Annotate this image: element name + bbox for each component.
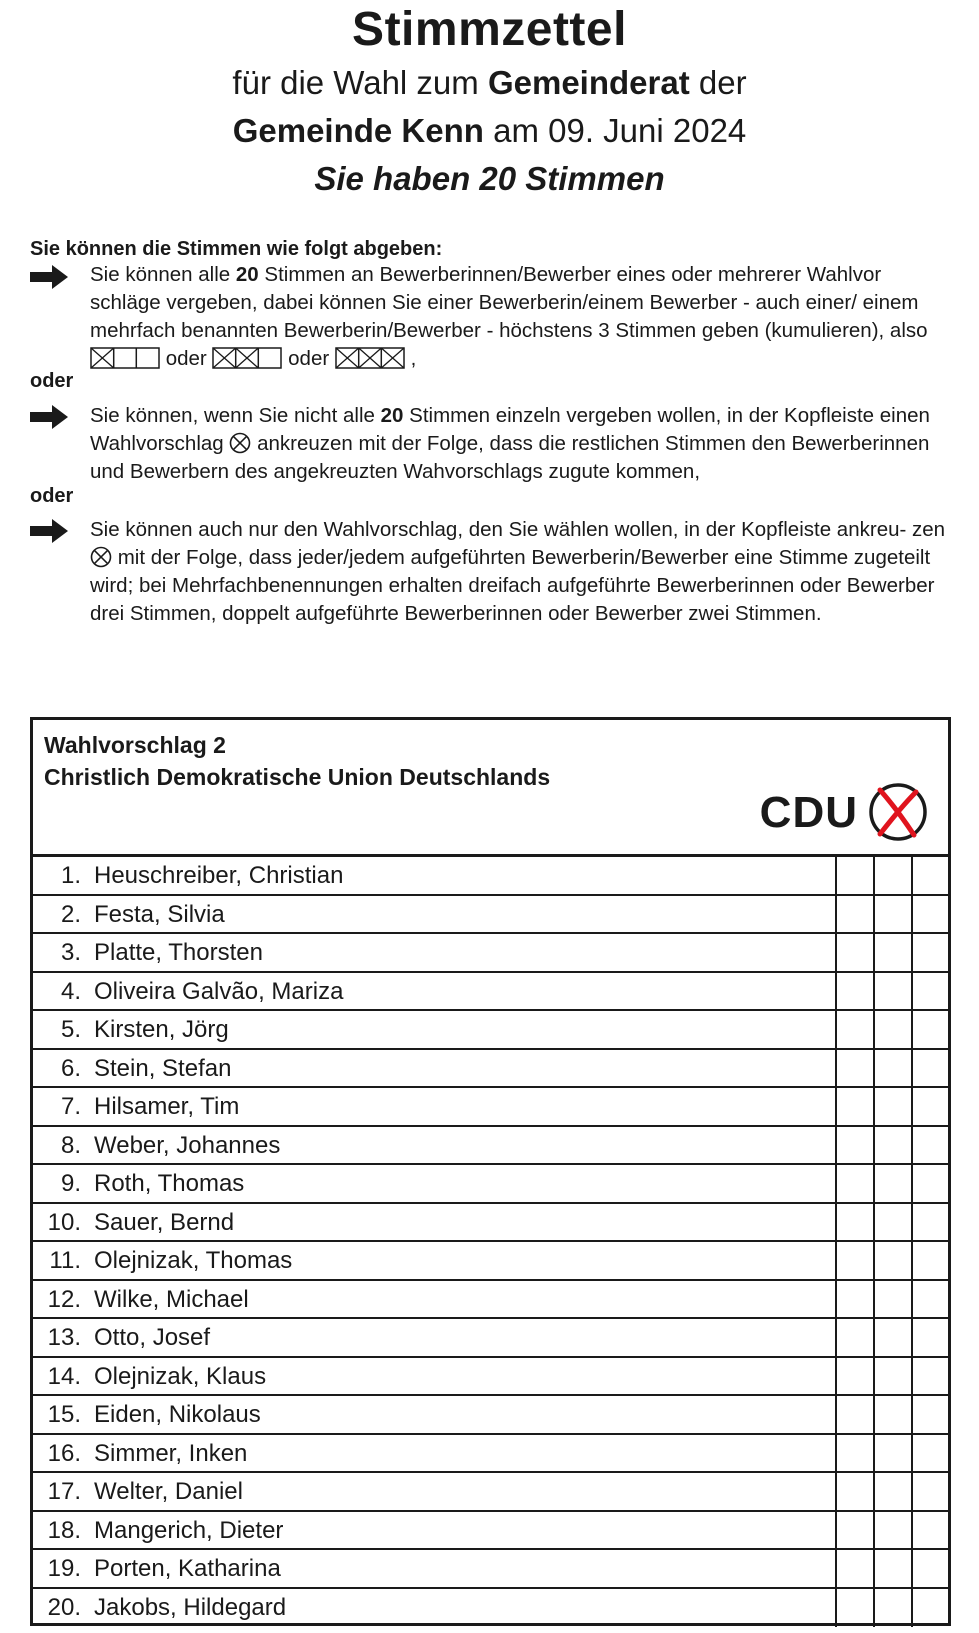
vote-box-3[interactable] bbox=[911, 896, 948, 933]
candidate-number: 19. bbox=[47, 1555, 81, 1582]
vote-box-1[interactable] bbox=[835, 1011, 872, 1048]
or-label: oder bbox=[30, 370, 74, 392]
vote-box-3[interactable] bbox=[911, 1589, 948, 1628]
vote-box-2[interactable] bbox=[873, 896, 910, 933]
candidate-name: Roth, Thomas bbox=[94, 1170, 245, 1197]
vote-box-2[interactable] bbox=[873, 1396, 910, 1433]
vote-box-2[interactable] bbox=[873, 1319, 910, 1356]
vote-box-2[interactable] bbox=[873, 1011, 910, 1048]
candidate-row bbox=[33, 1396, 948, 1435]
candidate-row bbox=[33, 1204, 948, 1243]
instruction-option-1: Sie können alle 20 Stimmen an Bewerberinnen/Bewerber eines oder mehrerer Wahlvor schläge vergeben, dabei können Sie einer Bewerberin/einem Bewerber - auch einer/ einem mehrfach benannten Bewerberin/Bewerber - höchstens 3 Stimmen geben (kumulieren), also oder oder , bbox=[90, 263, 928, 370]
candidate-row bbox=[33, 1435, 948, 1474]
candidate-number: 12. bbox=[47, 1285, 81, 1313]
vote-box-3[interactable] bbox=[911, 857, 948, 894]
candidate-row bbox=[33, 1358, 948, 1397]
vote-box-3[interactable] bbox=[911, 1473, 948, 1510]
candidate-row bbox=[33, 1242, 948, 1281]
candidate-name: Hilsamer, Tim bbox=[94, 1093, 240, 1120]
vote-box-3[interactable] bbox=[911, 1165, 948, 1202]
candidate-row bbox=[33, 1319, 948, 1358]
vote-box-3[interactable] bbox=[911, 1358, 948, 1395]
candidate-name: Stein, Stefan bbox=[94, 1054, 232, 1082]
candidate-name: Otto, Josef bbox=[94, 1324, 211, 1351]
vote-box-3[interactable] bbox=[911, 1242, 948, 1279]
vote-box-2[interactable] bbox=[873, 1165, 910, 1202]
example-one-cross-icon bbox=[90, 347, 160, 369]
candidate-name: Festa, Silvia bbox=[94, 900, 225, 928]
election-line-pre: für die Wahl zum bbox=[232, 64, 479, 101]
example-three-crosses-icon bbox=[335, 347, 405, 369]
vote-box-3[interactable] bbox=[911, 1319, 948, 1356]
candidate-name: Platte, Thorsten bbox=[94, 939, 263, 966]
vote-box-1[interactable] bbox=[835, 1204, 872, 1241]
vote-box-3[interactable] bbox=[911, 973, 948, 1010]
vote-box-2[interactable] bbox=[873, 1088, 910, 1125]
instructions-intro: Sie können die Stimmen wie folgt abgeben: bbox=[30, 238, 443, 260]
vote-box-3[interactable] bbox=[911, 1127, 948, 1164]
candidate-number: 10. bbox=[47, 1208, 81, 1236]
candidate-row bbox=[33, 1589, 948, 1628]
candidate-row bbox=[33, 1011, 948, 1050]
candidate-number: 7. bbox=[60, 1093, 81, 1120]
candidate-row bbox=[33, 896, 948, 935]
municipality-name: Gemeinde Kenn bbox=[232, 112, 484, 149]
candidate-name: Jakobs, Hildegard bbox=[94, 1593, 287, 1621]
candidate-row bbox=[33, 1088, 948, 1127]
candidate-row bbox=[33, 857, 948, 896]
candidate-name: Sauer, Bernd bbox=[94, 1208, 235, 1236]
vote-box-1[interactable] bbox=[835, 1396, 872, 1433]
vote-box-1[interactable] bbox=[835, 1281, 872, 1318]
candidate-row bbox=[33, 1050, 948, 1089]
candidate-row bbox=[33, 1281, 948, 1320]
circle-cross-icon bbox=[229, 432, 251, 454]
candidate-row bbox=[33, 1512, 948, 1551]
circle-cross-icon bbox=[90, 546, 112, 568]
vote-box-2[interactable] bbox=[873, 1050, 910, 1087]
vote-box-1[interactable] bbox=[835, 1127, 872, 1164]
vote-box-3[interactable] bbox=[911, 1050, 948, 1087]
candidate-number: 15. bbox=[47, 1401, 81, 1428]
ballot-title: Stimmzettel bbox=[352, 3, 627, 56]
red-cross-mark-icon bbox=[880, 790, 916, 835]
vote-box-1[interactable] bbox=[835, 1473, 872, 1510]
vote-box-1[interactable] bbox=[835, 857, 872, 894]
vote-box-1[interactable] bbox=[835, 1319, 872, 1356]
candidate-row bbox=[33, 1550, 948, 1589]
candidate-name: Porten, Katharina bbox=[94, 1555, 281, 1582]
candidate-number: 3. bbox=[60, 939, 81, 966]
vote-box-3[interactable] bbox=[911, 1512, 948, 1549]
vote-box-2[interactable] bbox=[873, 934, 910, 971]
vote-box-3[interactable] bbox=[911, 1281, 948, 1318]
vote-box-3[interactable] bbox=[911, 1550, 948, 1587]
candidate-row bbox=[33, 1473, 948, 1512]
candidate-number: 17. bbox=[47, 1478, 81, 1505]
vote-box-1[interactable] bbox=[835, 896, 872, 933]
vote-box-1[interactable] bbox=[835, 1435, 872, 1472]
vote-box-2[interactable] bbox=[873, 1473, 910, 1510]
election-body: Gemeinderat bbox=[487, 64, 690, 101]
candidate-number: 13. bbox=[47, 1324, 81, 1351]
candidate-name: Oliveira Galvão, Mariza bbox=[94, 977, 344, 1005]
vote-box-1[interactable] bbox=[835, 1550, 872, 1587]
candidate-number: 2. bbox=[60, 900, 81, 928]
vote-box-2[interactable] bbox=[873, 1550, 910, 1587]
vote-box-2[interactable] bbox=[873, 1281, 910, 1318]
votes-note: Sie haben 20 Stimmen bbox=[314, 160, 665, 197]
arrow-right-icon bbox=[30, 518, 70, 544]
vote-box-1[interactable] bbox=[835, 1358, 872, 1395]
candidate-name: Kirsten, Jörg bbox=[94, 1016, 229, 1043]
candidate-row bbox=[33, 973, 948, 1012]
instruction-option-2: Sie können, wenn Sie nicht alle 20 Stimmen einzeln vergeben wollen, in der Kopfleiste einen Wahlvorschlag ankreuzen mit der Folge, dass die restlichen Stimmen den Bewerberinnen und Bewerbern des angekreuzten Wahvorschlags zugute kommen, bbox=[90, 404, 930, 483]
candidate-row bbox=[33, 1165, 948, 1204]
vote-box-2[interactable] bbox=[873, 1358, 910, 1395]
example-two-crosses-icon bbox=[212, 347, 282, 369]
candidate-row bbox=[33, 934, 948, 973]
ballot-list bbox=[30, 717, 951, 1626]
candidate-name: Simmer, Inken bbox=[94, 1439, 248, 1467]
candidate-name: Olejnizak, Klaus bbox=[94, 1362, 267, 1390]
candidate-number: 16. bbox=[47, 1439, 81, 1467]
candidate-rows bbox=[33, 857, 948, 1627]
vote-box-2[interactable] bbox=[873, 1204, 910, 1241]
election-line-post: der bbox=[698, 64, 747, 101]
arrow-right-icon bbox=[30, 264, 70, 290]
candidate-name: Weber, Johannes bbox=[94, 1131, 281, 1159]
vote-box-2[interactable] bbox=[873, 1127, 910, 1164]
vote-box-1[interactable] bbox=[835, 1165, 872, 1202]
ballot-list-header bbox=[33, 720, 948, 857]
vote-box-1[interactable] bbox=[835, 934, 872, 971]
vote-box-3[interactable] bbox=[911, 934, 948, 971]
municipality-line bbox=[0, 112, 979, 150]
candidate-number: 20. bbox=[47, 1593, 81, 1621]
or-label: oder bbox=[30, 485, 74, 507]
candidate-name: Wilke, Michael bbox=[94, 1285, 249, 1313]
vote-box-2[interactable] bbox=[873, 1435, 910, 1472]
candidate-number: 8. bbox=[60, 1131, 81, 1159]
candidate-name: Mangerich, Dieter bbox=[94, 1516, 284, 1544]
candidate-number: 9. bbox=[60, 1170, 81, 1197]
vote-box-1[interactable] bbox=[835, 1589, 872, 1628]
vote-box-2[interactable] bbox=[873, 857, 910, 894]
proposal-label: Wahlvorschlag 2 bbox=[44, 732, 226, 758]
vote-box-1[interactable] bbox=[835, 1242, 872, 1279]
candidate-number: 11. bbox=[49, 1247, 81, 1274]
vote-box-1[interactable] bbox=[835, 973, 872, 1010]
party-vote-circle[interactable] bbox=[866, 780, 930, 844]
candidate-number: 18. bbox=[47, 1516, 81, 1544]
election-line bbox=[0, 64, 979, 102]
election-date: am 09. Juni 2024 bbox=[493, 112, 747, 149]
candidate-name: Welter, Daniel bbox=[94, 1478, 243, 1505]
vote-box-2[interactable] bbox=[873, 1242, 910, 1279]
vote-box-1[interactable] bbox=[835, 1050, 872, 1087]
vote-box-3[interactable] bbox=[911, 1088, 948, 1125]
candidate-name: Heuschreiber, Christian bbox=[94, 862, 344, 889]
vote-box-3[interactable] bbox=[911, 1011, 948, 1048]
vote-box-3[interactable] bbox=[911, 1435, 948, 1472]
candidate-number: 4. bbox=[60, 977, 81, 1005]
candidate-number: 6. bbox=[60, 1054, 81, 1082]
vote-box-3[interactable] bbox=[911, 1204, 948, 1241]
candidate-name: Eiden, Nikolaus bbox=[94, 1401, 261, 1428]
vote-box-2[interactable] bbox=[873, 973, 910, 1010]
candidate-number: 5. bbox=[60, 1016, 81, 1043]
vote-box-2[interactable] bbox=[873, 1512, 910, 1549]
candidate-row bbox=[33, 1127, 948, 1166]
party-short-name: CDU bbox=[759, 788, 858, 837]
vote-box-1[interactable] bbox=[835, 1512, 872, 1549]
vote-box-3[interactable] bbox=[911, 1396, 948, 1433]
candidate-number: 14. bbox=[47, 1362, 81, 1390]
vote-box-1[interactable] bbox=[835, 1088, 872, 1125]
arrow-right-icon bbox=[30, 404, 70, 430]
party-name: Christlich Demokratische Union Deutschlands bbox=[44, 764, 551, 790]
candidate-name: Olejnizak, Thomas bbox=[94, 1247, 293, 1274]
vote-box-2[interactable] bbox=[873, 1589, 910, 1628]
instruction-option-3: Sie können auch nur den Wahlvorschlag, den Sie wählen wollen, in der Kopfleiste ankreu- zen mit der Folge, dass jeder/jedem aufgeführten Bewerberin/Bewerber eine Stimme zugeteilt wird; bei Mehrfachbenennungen erhalten dreifach aufgeführte Bewerberinnen oder Bewerber drei Stimmen, doppelt aufgeführte Bewerberinnen oder Bewerber zwei Stimmen. bbox=[90, 518, 946, 625]
candidate-number: 1. bbox=[60, 862, 81, 889]
